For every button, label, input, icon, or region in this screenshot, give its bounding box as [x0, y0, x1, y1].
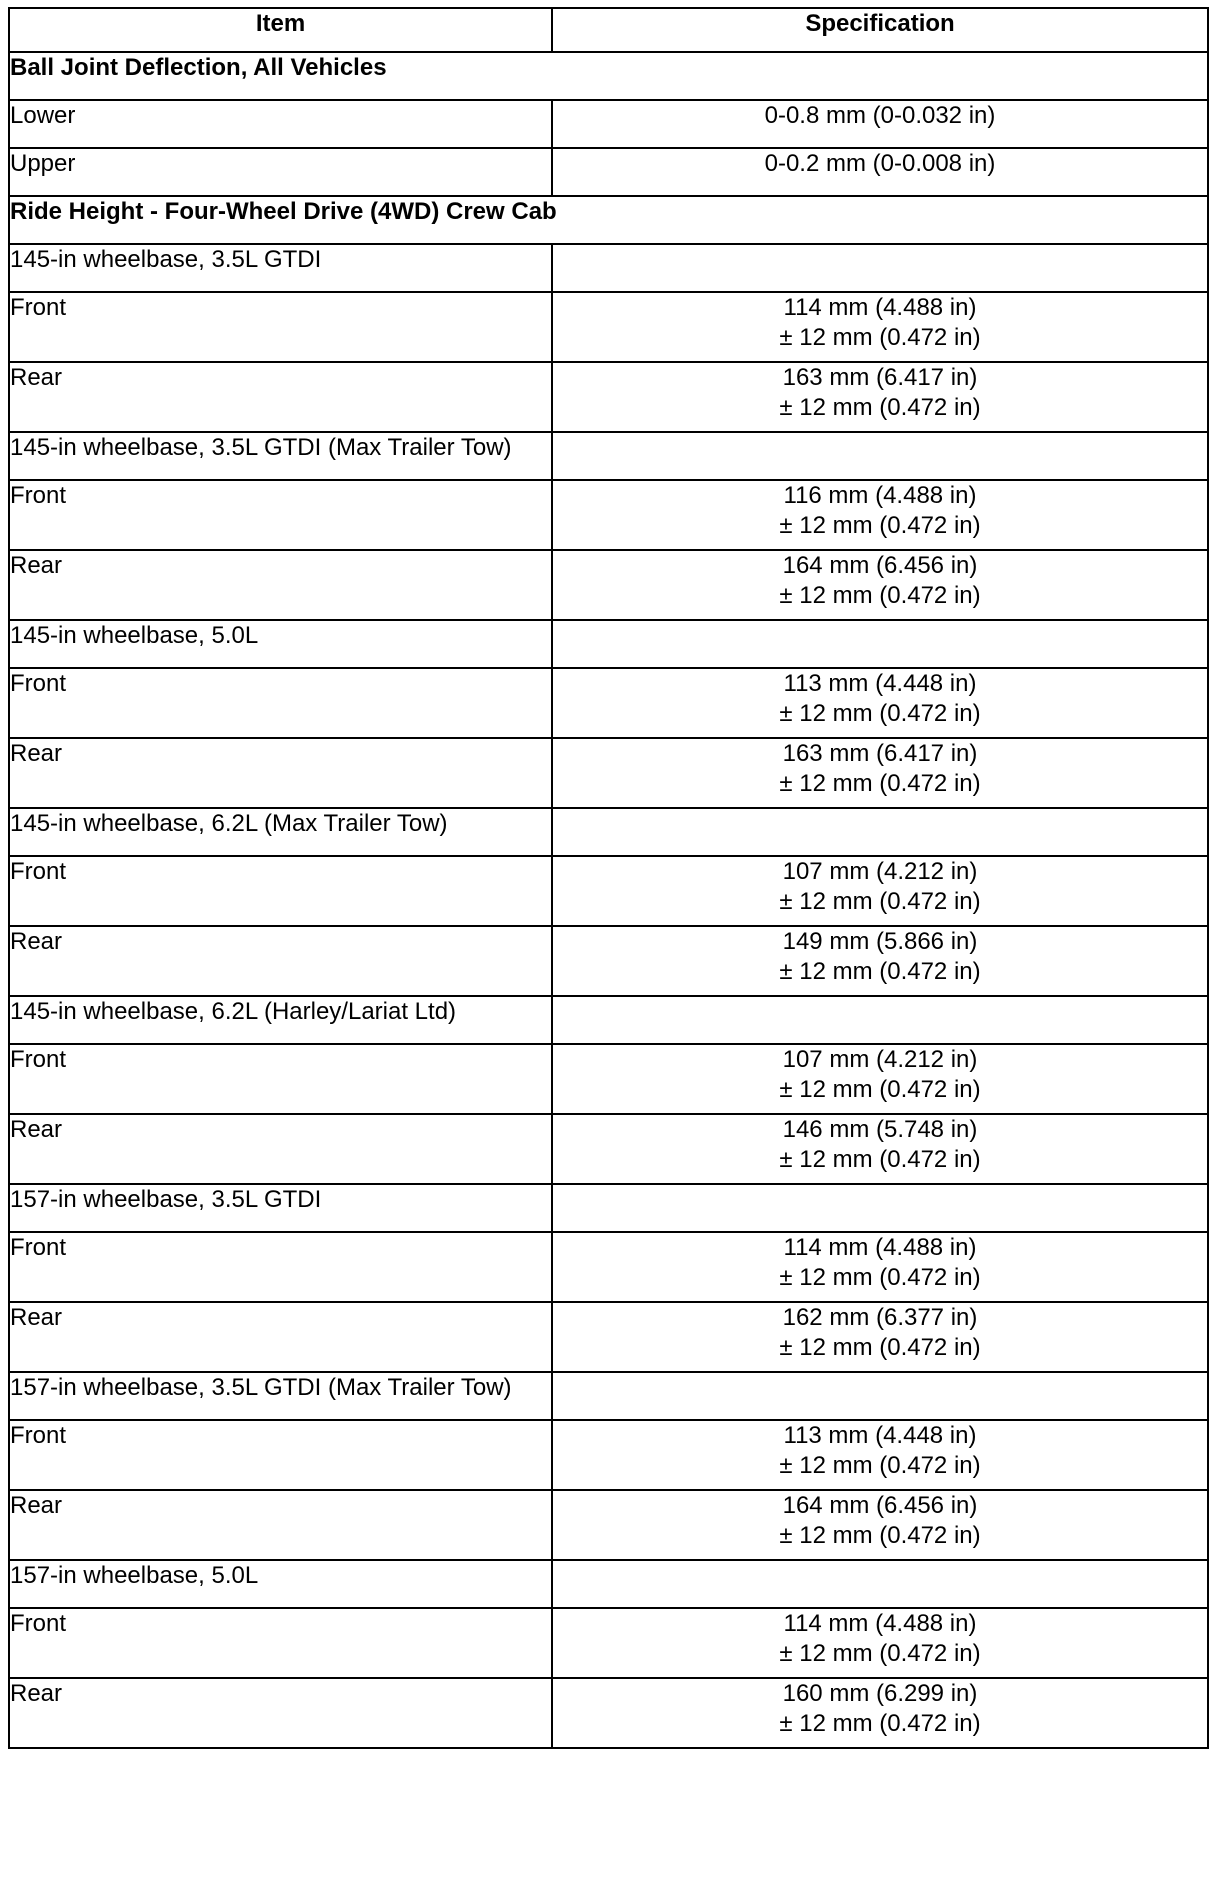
rear-value: 162 mm (6.377 in) [782, 1304, 978, 1331]
rear-spec [552, 362, 1208, 432]
section-header-row [9, 196, 1208, 244]
front-label: Front [9, 856, 552, 926]
rear-value: 149 mm (5.866 in) [782, 928, 978, 955]
front-ride-height-row [9, 480, 1208, 550]
rear-ride-height-row [9, 550, 1208, 620]
row-item: Upper [9, 148, 552, 196]
rear-label: Rear [9, 1678, 552, 1748]
empty-cell [552, 1184, 1208, 1232]
wheelbase-group-row [9, 432, 1208, 480]
front-spec [552, 292, 1208, 362]
empty-cell [552, 1560, 1208, 1608]
rear-spec [552, 1302, 1208, 1372]
rear-label: Rear [9, 550, 552, 620]
section-title: Ball Joint Deflection, All Vehicles [9, 52, 1208, 100]
front-spec [552, 1044, 1208, 1114]
front-ride-height-row [9, 292, 1208, 362]
table-body [9, 52, 1208, 1748]
wheelbase-group-row [9, 1372, 1208, 1420]
rear-ride-height-row [9, 1678, 1208, 1748]
front-ride-height-row [9, 1044, 1208, 1114]
front-label: Front [9, 1044, 552, 1114]
rear-spec [552, 1114, 1208, 1184]
front-tolerance: ± 12 mm (0.472 in) [779, 1076, 981, 1103]
wheelbase-label: 145-in wheelbase, 5.0L [9, 620, 552, 668]
rear-value: 163 mm (6.417 in) [782, 740, 978, 767]
rear-tolerance: ± 12 mm (0.472 in) [779, 1710, 981, 1737]
rear-label: Rear [9, 1114, 552, 1184]
front-spec [552, 1420, 1208, 1490]
empty-cell [552, 1372, 1208, 1420]
wheelbase-label: 145-in wheelbase, 3.5L GTDI [9, 244, 552, 292]
wheelbase-group-row [9, 808, 1208, 856]
wheelbase-label: 157-in wheelbase, 5.0L [9, 1560, 552, 1608]
front-label: Front [9, 480, 552, 550]
rear-spec [552, 1490, 1208, 1560]
empty-cell [552, 996, 1208, 1044]
wheelbase-group-row [9, 1560, 1208, 1608]
rear-value: 160 mm (6.299 in) [782, 1680, 978, 1707]
rear-tolerance: ± 12 mm (0.472 in) [779, 770, 981, 797]
rear-label: Rear [9, 926, 552, 996]
front-tolerance: ± 12 mm (0.472 in) [779, 1640, 981, 1667]
wheelbase-group-row [9, 1184, 1208, 1232]
rear-ride-height-row [9, 1302, 1208, 1372]
front-spec [552, 480, 1208, 550]
header-specification: Specification [552, 8, 1208, 52]
wheelbase-label: 145-in wheelbase, 3.5L GTDI (Max Trailer Tow) [9, 432, 552, 480]
rear-ride-height-row [9, 362, 1208, 432]
rear-tolerance: ± 12 mm (0.472 in) [779, 1146, 981, 1173]
section-header-row [9, 52, 1208, 100]
front-value: 114 mm (4.488 in) [783, 1234, 977, 1261]
row-spec: 0-0.2 mm (0-0.008 in) [552, 148, 1208, 196]
wheelbase-group-row [9, 620, 1208, 668]
header-item: Item [9, 8, 552, 52]
rear-ride-height-row [9, 926, 1208, 996]
front-label: Front [9, 292, 552, 362]
front-label: Front [9, 668, 552, 738]
rear-tolerance: ± 12 mm (0.472 in) [779, 1334, 981, 1361]
front-value: 107 mm (4.212 in) [782, 1046, 978, 1073]
front-tolerance: ± 12 mm (0.472 in) [779, 700, 981, 727]
rear-tolerance: ± 12 mm (0.472 in) [779, 582, 981, 609]
rear-value: 163 mm (6.417 in) [782, 364, 978, 391]
front-ride-height-row [9, 1420, 1208, 1490]
empty-cell [552, 808, 1208, 856]
rear-tolerance: ± 12 mm (0.472 in) [779, 394, 981, 421]
rear-value: 146 mm (5.748 in) [782, 1116, 978, 1143]
front-value: 114 mm (4.488 in) [783, 294, 977, 321]
front-label: Front [9, 1608, 552, 1678]
rear-spec [552, 738, 1208, 808]
front-value: 114 mm (4.488 in) [783, 1610, 977, 1637]
specification-table [8, 7, 1209, 1749]
rear-label: Rear [9, 738, 552, 808]
front-spec [552, 1608, 1208, 1678]
wheelbase-label: 145-in wheelbase, 6.2L (Max Trailer Tow) [9, 808, 552, 856]
empty-cell [552, 432, 1208, 480]
wheelbase-group-row [9, 996, 1208, 1044]
front-tolerance: ± 12 mm (0.472 in) [779, 1452, 981, 1479]
front-label: Front [9, 1420, 552, 1490]
front-ride-height-row [9, 668, 1208, 738]
front-ride-height-row [9, 1608, 1208, 1678]
front-spec [552, 668, 1208, 738]
front-label: Front [9, 1232, 552, 1302]
front-ride-height-row [9, 856, 1208, 926]
rear-spec [552, 926, 1208, 996]
rear-ride-height-row [9, 738, 1208, 808]
rear-ride-height-row [9, 1490, 1208, 1560]
front-spec [552, 856, 1208, 926]
front-tolerance: ± 12 mm (0.472 in) [779, 888, 981, 915]
rear-value: 164 mm (6.456 in) [782, 552, 978, 579]
section-title: Ride Height - Four-Wheel Drive (4WD) Crew Cab [9, 196, 1208, 244]
wheelbase-label: 145-in wheelbase, 6.2L (Harley/Lariat Ltd) [9, 996, 552, 1044]
row-item: Lower [9, 100, 552, 148]
front-value: 113 mm (4.448 in) [783, 670, 977, 697]
rear-label: Rear [9, 362, 552, 432]
row-spec: 0-0.8 mm (0-0.032 in) [552, 100, 1208, 148]
front-tolerance: ± 12 mm (0.472 in) [779, 1264, 981, 1291]
rear-spec [552, 1678, 1208, 1748]
table-row [9, 100, 1208, 148]
front-tolerance: ± 12 mm (0.472 in) [779, 324, 981, 351]
rear-tolerance: ± 12 mm (0.472 in) [779, 958, 981, 985]
rear-spec [552, 550, 1208, 620]
empty-cell [552, 244, 1208, 292]
rear-tolerance: ± 12 mm (0.472 in) [779, 1522, 981, 1549]
table-header-row [9, 8, 1208, 52]
front-ride-height-row [9, 1232, 1208, 1302]
wheelbase-label: 157-in wheelbase, 3.5L GTDI (Max Trailer Tow) [9, 1372, 552, 1420]
empty-cell [552, 620, 1208, 668]
rear-ride-height-row [9, 1114, 1208, 1184]
front-value: 116 mm (4.488 in) [783, 482, 977, 509]
wheelbase-group-row [9, 244, 1208, 292]
front-tolerance: ± 12 mm (0.472 in) [779, 512, 981, 539]
table-row [9, 148, 1208, 196]
wheelbase-label: 157-in wheelbase, 3.5L GTDI [9, 1184, 552, 1232]
rear-label: Rear [9, 1490, 552, 1560]
rear-value: 164 mm (6.456 in) [782, 1492, 978, 1519]
rear-label: Rear [9, 1302, 552, 1372]
front-value: 107 mm (4.212 in) [782, 858, 978, 885]
front-spec [552, 1232, 1208, 1302]
front-value: 113 mm (4.448 in) [783, 1422, 977, 1449]
